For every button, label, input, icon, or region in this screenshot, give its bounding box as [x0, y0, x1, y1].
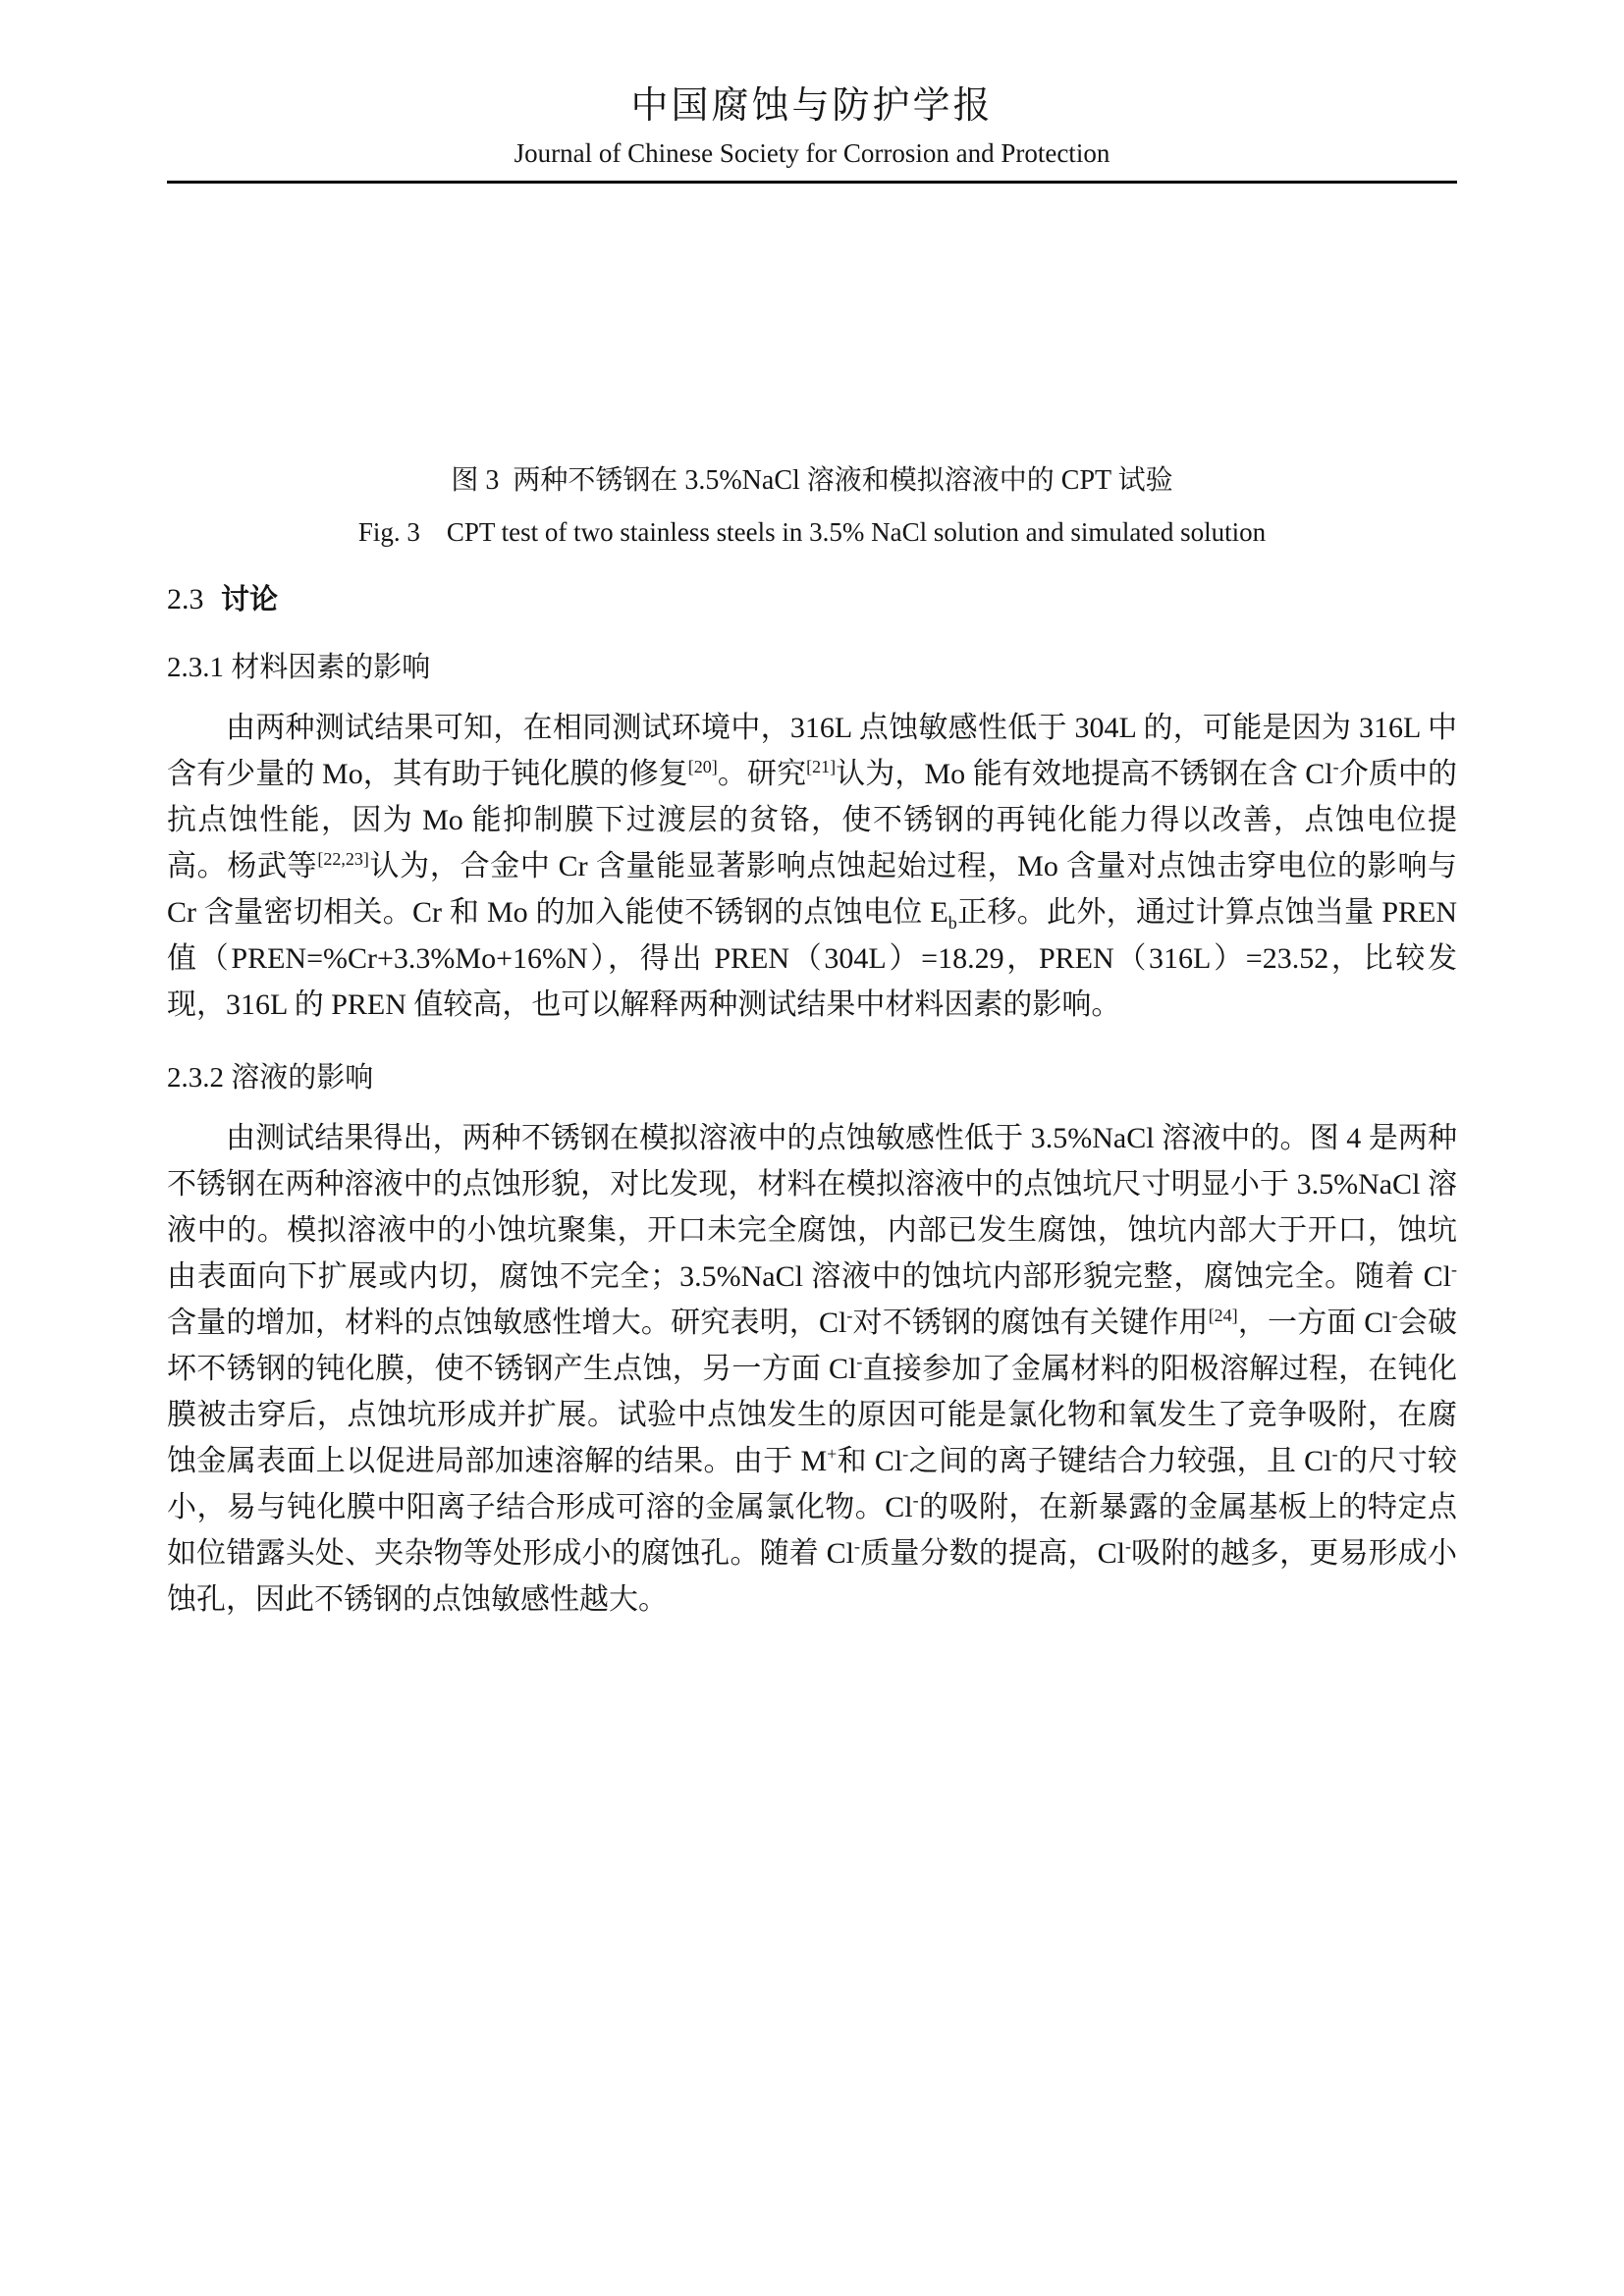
journal-title-zh: 中国腐蚀与防护学报: [630, 85, 994, 127]
subsection-heading-2-3-1: 2.3.1 材料因素的影响: [167, 652, 431, 683]
paragraph-material-factors: 由两种测试结果可知，在相同测试环境中，316L 点蚀敏感性低于 304L 的，可能是因为 316L 中含有少量的 Mo，其有助于钝化膜的修复[20]。研究[21]认为，Mo 能有效地提高不锈钢在含 Cl-介质中的抗点蚀性能，因为 Mo 能抑制膜下过渡层的贫铬，使不锈钢的再钝化能力得以改善，点蚀电位提高。杨武等[22,23]认为，合金中 Cr 含量能显著影响点蚀起始过程，Mo 含量对点蚀击穿电位的影响与 Cr 含量密切相关。Cr 和 Mo 的加入能使不锈钢的点蚀电位 $E_b$正移。此外，通过计算点蚀当量 PREN 值（PREN=%Cr+3.3%Mo+16%N），得出 PREN（304L）=18.29，PREN（316L）=23.52，比较发现，316L 的 PREN 值较高，也可以解释两种测试结果中材料因素的影响。: [167, 712, 1458, 1021]
journal-title-en: Journal of Chinese Society for Corrosion and Protection: [514, 138, 1110, 168]
figure-placeholder-space: [167, 184, 1457, 458]
section-heading-2-3: [167, 577, 1457, 617]
section-title: 讨论: [221, 584, 279, 615]
subsection-heading-2-3-2: 2.3.2 溶液的影响: [167, 1062, 374, 1094]
paragraph-solution-influence: 由测试结果得出，两种不锈钢在模拟溶液中的点蚀敏感性低于 3.5%NaCl 溶液中的。图 4 是两种不锈钢在两种溶液中的点蚀形貌，对比发现，材料在模拟溶液中的点蚀坑尺寸明显小于 3.5%NaCl 溶液中的。模拟溶液中的小蚀坑聚集，开口未完全腐蚀，内部已发生腐蚀，蚀坑内部大于开口，蚀坑由表面向下扩展或内切，腐蚀不完全；3.5%NaCl 溶液中的蚀坑内部形貌完整，腐蚀完全。随着 Cl-含量的增加，材料的点蚀敏感性增大。研究表明，Cl-对不锈钢的腐蚀有关键作用[24]，一方面 Cl-会破坏不锈钢的钝化膜，使不锈钢产生点蚀，另一方面 Cl-直接参加了金属材料的阳极溶解过程，在钝化膜被击穿后，点蚀坑形成并扩展。试验中点蚀发生的原因可能是氯化物和氧发生了竞争吸附，在腐蚀金属表面上以促进局部加速溶解的结果。由于 M+和 Cl-之间的离子键结合力较强，且 Cl-的尺寸较小，易与钝化膜中阳离子结合形成可溶的金属氯化物。Cl-的吸附，在新暴露的金属基板上的特定点如位错露头处、夹杂物等处形成小的腐蚀孔。随着 Cl-质量分数的提高，Cl-吸附的越多，更易形成小蚀孔，因此不锈钢的点蚀敏感性越大。: [167, 1122, 1457, 1616]
figure3-caption-en: Fig. 3 CPT test of two stainless steels in 3.5% NaCl solution and simulated solution: [357, 517, 1267, 547]
figure3-caption-zh: 图 3 两种不锈钢在 3.5%NaCl 溶液和模拟溶液中的 CPT 试验: [451, 465, 1173, 496]
section-number: 2.3: [167, 583, 204, 615]
journal-header: [167, 75, 1457, 184]
